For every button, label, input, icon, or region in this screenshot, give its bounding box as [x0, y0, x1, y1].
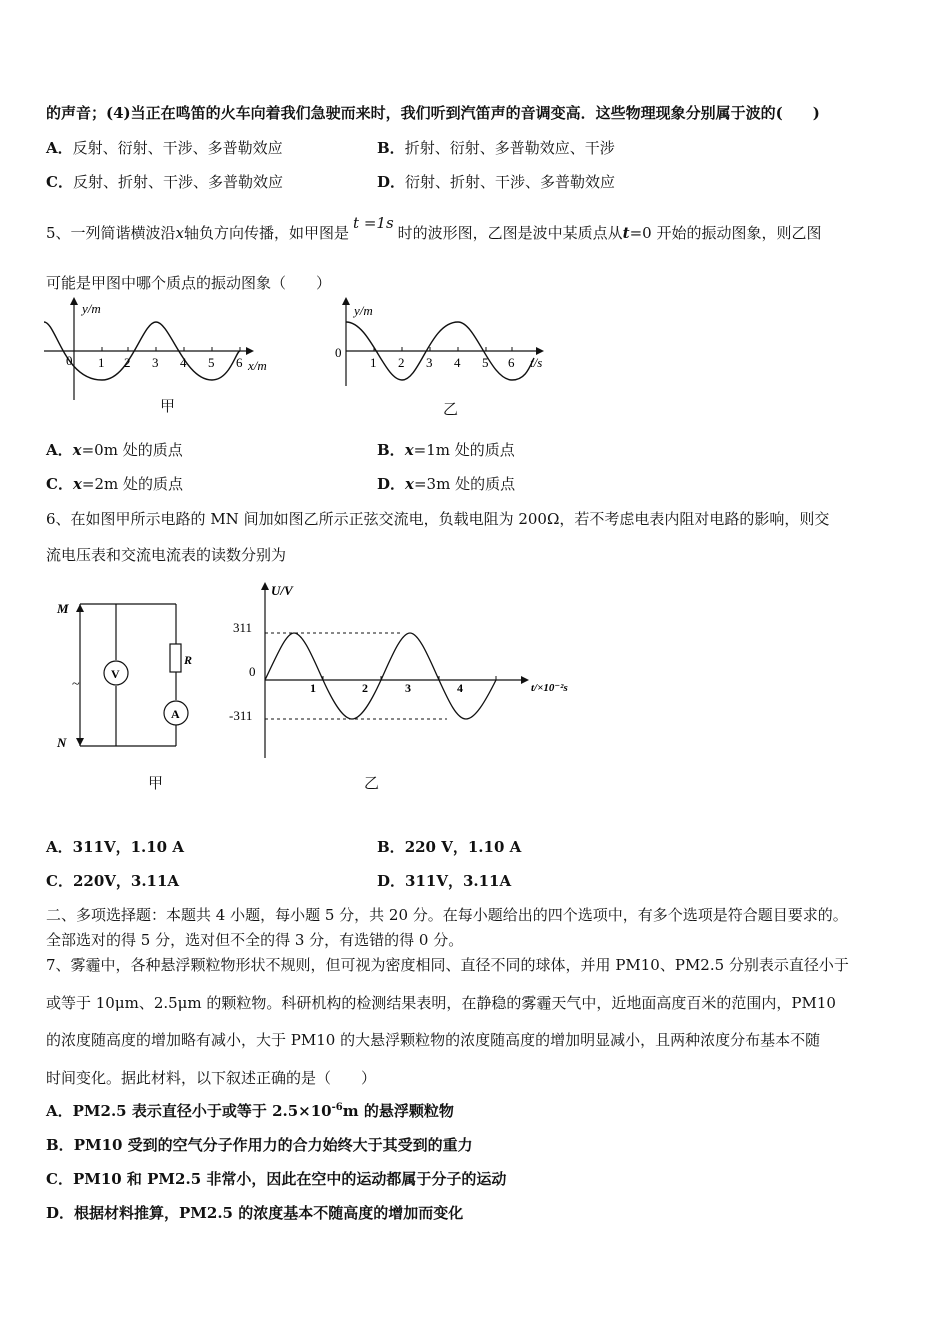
q7-option-d[interactable]: D．根据材料推算，PM2.5 的浓度基本不随高度的增加而变化: [46, 1204, 464, 1222]
q7-stem-line2: 或等于 10μm、2.5μm 的颗粒物。科研机构的检测结果表明，在静稳的雾霾天气中，近地面高度百米的范围内，PM10: [46, 994, 836, 1012]
q5-option-d[interactable]: D．x=3m 处的质点: [377, 475, 516, 493]
q5-jia-ylabel: y/m: [82, 301, 101, 316]
q7-stem-line4: 时间变化。据此材料，以下叙述正确的是（ ）: [46, 1069, 377, 1087]
q6-voltage-graph: [225, 578, 595, 763]
circuit-label-n: N: [57, 735, 67, 750]
q5-yi-caption: 乙: [443, 400, 459, 418]
q5-jia-tick: 4: [180, 355, 187, 370]
graph-tick: 2: [362, 681, 368, 695]
q5-jia-tick: 5: [208, 355, 215, 370]
q5-yi-xlabel: t/s: [530, 355, 543, 370]
q5-jia-tick: 3: [152, 355, 159, 370]
q5-yi-tick: 1: [370, 355, 377, 370]
q5-jia-caption: 甲: [160, 397, 176, 415]
q4-option-b[interactable]: B．折射、衍射、多普勒效应、干涉: [377, 139, 615, 157]
ac-source-symbol: ~: [72, 677, 80, 692]
q5-jia-origin: 0: [66, 353, 73, 368]
section2-heading-line1: 二、多项选择题：本题共 4 小题，每小题 5 分，共 20 分。在每小题给出的四个选项中，有多个选项是符合题目要求的。: [46, 906, 848, 924]
q6-circuit: [52, 594, 202, 754]
q7-option-a[interactable]: A．PM2.5 表示直径小于或等于 $2.5\times 10^{-6}m$ 的悬浮颗粒物: [46, 1102, 454, 1120]
q5-option-b[interactable]: B．x=1m 处的质点: [377, 441, 515, 459]
q5-stem-line1: 5、一列简谐横波沿x轴负方向传播，如甲图是t =1s时的波形图，乙图是波中某质点从t=0 开始的振动图象，则乙图: [46, 214, 822, 242]
q7-option-c[interactable]: C．PM10 和 PM2.5 非常小，因此在空中的运动都属于分子的运动: [46, 1170, 507, 1188]
q5-figure-jia: [40, 296, 290, 401]
graph-trough-label: -311: [229, 708, 253, 723]
graph-tick: 1: [310, 681, 316, 695]
graph-origin: 0: [249, 664, 256, 679]
graph-peak-label: 311: [233, 620, 253, 635]
q6-circuit-caption: 甲: [148, 774, 164, 792]
q5-yi-origin: 0: [335, 345, 342, 360]
q5-stem-line2: 可能是甲图中哪个质点的振动图象（ ）: [46, 274, 332, 292]
resistor-label: R: [184, 653, 193, 667]
q6-stem-line2: 流电压表和交流电流表的读数分别为: [46, 546, 287, 564]
q4-option-a[interactable]: A．反射、衍射、干涉、多普勒效应: [46, 139, 283, 157]
q5-yi-tick: 6: [508, 355, 515, 370]
q6-option-d[interactable]: D．311V，3.11A: [377, 872, 512, 890]
q6-graph-caption: 乙: [364, 774, 380, 792]
graph-xlabel: t/×10⁻²s: [531, 682, 568, 694]
q4-option-d[interactable]: D．衍射、折射、干涉、多普勒效应: [377, 173, 616, 191]
voltmeter-label: V: [111, 667, 120, 681]
q7-stem-line1: 7、雾霾中，各种悬浮颗粒物形状不规则，但可视为密度相同、直径不同的球体，并用 PM10、PM2.5 分别表示直径小于: [46, 956, 849, 974]
q5-yi-tick: 5: [482, 355, 489, 370]
q5-jia-tick: 6: [236, 355, 243, 370]
ammeter-label: A: [171, 707, 180, 721]
graph-ylabel: U/V: [271, 583, 293, 598]
graph-tick: 3: [405, 681, 411, 695]
q6-option-c[interactable]: C．220V，3.11A: [46, 872, 180, 890]
q5-time-label: t =1s: [353, 214, 394, 232]
section2-heading-line2: 全部选对的得 5 分，选对但不全的得 3 分，有选错的得 0 分。: [46, 931, 464, 949]
q5-figure-yi: [330, 296, 560, 401]
q5-jia-xlabel: x/m: [248, 358, 267, 373]
q4-stem: 的声音；(4)当正在鸣笛的火车向着我们急驶而来时，我们听到汽笛声的音调变高．这些物理现象分别属于波的( ): [46, 104, 820, 122]
q5-yi-tick: 4: [454, 355, 461, 370]
circuit-label-m: M: [57, 601, 69, 616]
q5-yi-ylabel: y/m: [354, 303, 373, 318]
q7-option-b[interactable]: B．PM10 受到的空气分子作用力的合力始终大于其受到的重力: [46, 1136, 473, 1154]
q5-yi-tick: 3: [426, 355, 433, 370]
q4-option-c[interactable]: C．反射、折射、干涉、多普勒效应: [46, 173, 283, 191]
q5-option-a[interactable]: A．x=0m 处的质点: [46, 441, 183, 459]
q6-option-b[interactable]: B．220 V，1.10 A: [377, 838, 522, 856]
q5-option-c[interactable]: C．x=2m 处的质点: [46, 475, 184, 493]
q6-option-a[interactable]: A．311V，1.10 A: [46, 838, 184, 856]
q5-jia-tick: 1: [98, 355, 105, 370]
q7-stem-line3: 的浓度随高度的增加略有减小，大于 PM10 的大悬浮颗粒物的浓度随高度的增加明显减小，且两种浓度分布基本不随: [46, 1031, 821, 1049]
q6-stem-line1: 6、在如图甲所示电路的 MN 间加如图乙所示正弦交流电，负载电阻为 200Ω，若不考虑电表内阻对电路的影响，则交: [46, 510, 830, 528]
graph-tick: 4: [457, 681, 463, 695]
q5-jia-tick: 2: [124, 355, 131, 370]
q5-yi-tick: 2: [398, 355, 405, 370]
